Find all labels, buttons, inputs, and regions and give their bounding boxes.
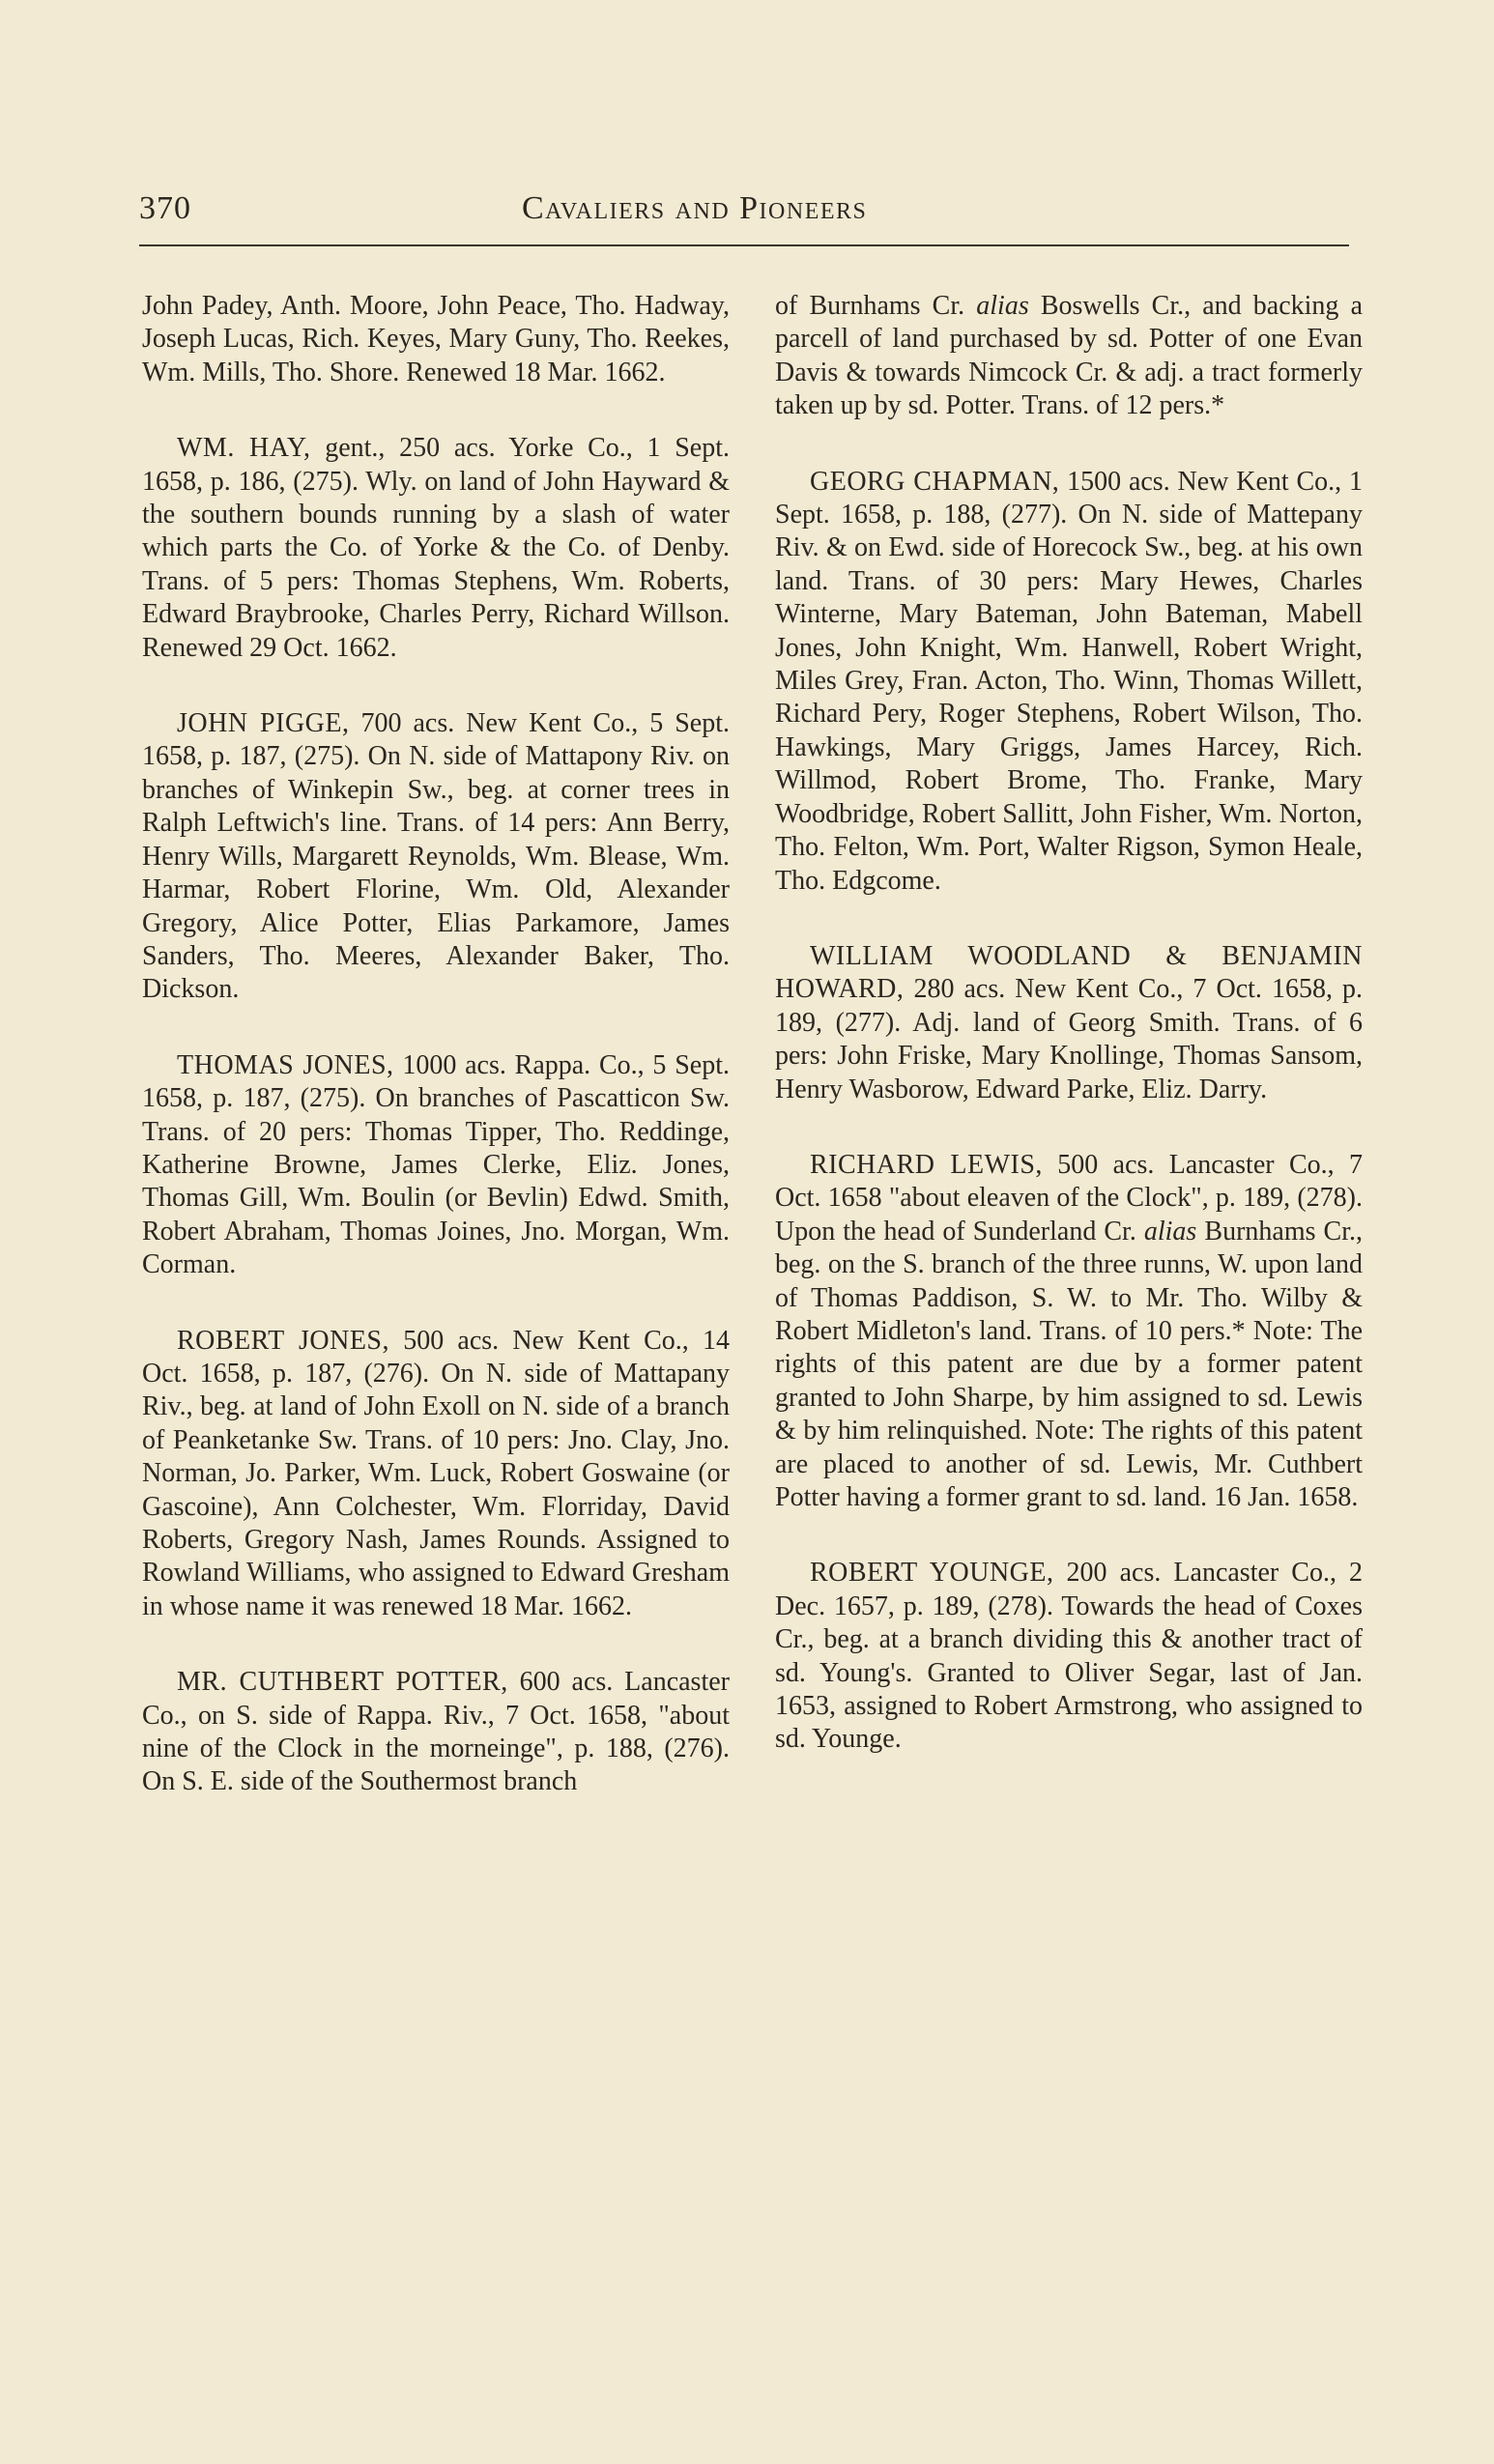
entry-paragraph (142, 707, 730, 1007)
entry-paragraph (142, 1666, 730, 1799)
entry-body: 500 acs. New Kent Co., 14 Oct. 1658, p. 187, (276). On N. side of Mattapany Riv., beg. at land of John Exoll on N. side of a branch of Peanketanke Sw. Trans. of 10 pers: Jno. Clay, Jno. Norman, Jo. Parker, Wm. Luck, Robert Goswaine (or Gascoine), Ann Colchester, Wm. Florriday, David Roberts, Gregory Nash, James Rounds. Assigned to Rowland Williams, who assigned to Edward Gresham in whose name it was renewed 18 Mar. 1662. (142, 1325, 730, 1621)
entry-head: WM. HAY, (177, 433, 311, 464)
entry-paragraph (775, 290, 1363, 423)
entry-head: RICHARD LEWIS, (810, 1149, 1043, 1180)
entry-head: WILLIAM WOODLAND & BENJAMIN HOWARD, (775, 940, 1363, 1005)
entry-head: ROBERT JONES, (177, 1325, 389, 1356)
entry-paragraph (142, 432, 730, 665)
entry-body: 280 acs. New Kent Co., 7 Oct. 1658, p. 189, (277). Adj. land of Georg Smith. Trans. of 6 pers: John Friske, Mary Knollinge, Thomas Sansom, Henry Wasborow, Edward Parke, Eliz. Darry. (775, 974, 1363, 1104)
entry-body: 600 acs. Lancaster Co., on S. side of Rappa. Riv., 7 Oct. 1658, "about nine of the Clock in the morneinge", p. 188, (276). On S. E. side of the Southermost branch (142, 1667, 730, 1797)
entry-paragraph (775, 1149, 1363, 1514)
entry-body: John Padey, Anth. Moore, John Peace, Tho. Hadway, Joseph Lucas, Rich. Keyes, Mary Guny, Tho. Reekes, Wm. Mills, Tho. Shore. Renewed 18 Mar. 1662. (142, 291, 730, 387)
entry-paragraph (775, 940, 1363, 1106)
entry-body: Burnhams Cr., beg. on the S. branch of the three runns, W. upon land of Thomas Paddison, S. W. to Mr. Tho. Wilby & Robert Midleton's land. Trans. of 10 pers.* Note: The rights of this patent are due by a former patent granted to John Sharpe, by him assigned to sd. Lewis & by him relinquished. Note: The rights of this patent are placed to another of sd. Lewis, Mr. Cuthbert Potter having a former grant to sd. land. 16 Jan. 1658. (775, 1216, 1363, 1512)
entry-head: JOHN PIGGE, (177, 708, 350, 739)
entry-body: 200 acs. Lancaster Co., 2 Dec. 1657, p. 189, (278). Towards the head of Coxes Cr., beg. at a branch dividing this & another tract of sd. Young's. Granted to Oliver Segar, last of Jan. 1653, assigned to Robert Armstrong, who assigned to sd. Younge. (775, 1558, 1364, 1755)
italic-alias: alias (976, 291, 1029, 321)
entry-paragraph (775, 466, 1363, 898)
header-rule (139, 244, 1349, 246)
entry-head: GEORG CHAPMAN, (810, 466, 1060, 497)
italic-alias: alias (1143, 1216, 1197, 1246)
entry-body: 1000 acs. Rappa. Co., 5 Sept. 1658, p. 187, (275). On branches of Pascatticon Sw. Trans. of 20 pers: Thomas Tipper, Tho. Reddinge, Katherine Browne, James Clerke, Eliz. Jones, Thomas Gill, Wm. Boulin (or Bevlin) Edwd. Smith, Robert Abraham, Thomas Joines, Jno. Morgan, Wm. Corman. (142, 1049, 730, 1280)
entry-paragraph (142, 1325, 730, 1624)
entry-paragraph (142, 1049, 730, 1282)
left-column (142, 290, 730, 1842)
entry-body: 1500 acs. New Kent Co., 1 Sept. 1658, p. 188, (277). On N. side of Mattepany Riv. & on Ewd. side of Horecock Sw., beg. at his own land. Trans. of 30 pers: Mary Hewes, Charles Winterne, Mary Bateman, John Bateman, Mabell Jones, John Knight, Wm. Hanwell, Robert Wright, Miles Grey, Fran. Acton, Tho. Winn, Thomas Willett, Richard Pery, Roger Stephens, Robert Wilson, Tho. Hawkings, Mary Griggs, James Harcey, Rich. Willmod, Robert Brome, Tho. Franke, Mary Woodbridge, Robert Sallitt, John Fisher, Wm. Norton, Tho. Felton, Wm. Port, Walter Rigson, Symon Heale, Tho. Edgcome. (775, 466, 1363, 896)
right-column (775, 290, 1363, 1799)
entry-body: gent., 250 acs. Yorke Co., 1 Sept. 1658, p. 186, (275). Wly. on land of John Hayward & the southern bounds running by a slash of water which parts the Co. of Yorke & the Co. of Denby. Trans. of 5 pers: Thomas Stephens, Wm. Roberts, Edward Braybrooke, Charles Perry, Richard Willson. Renewed 29 Oct. 1662. (142, 433, 730, 663)
entry-body: 700 acs. New Kent Co., 5 Sept. 1658, p. 187, (275). On N. side of Mattapony Riv. on branches of Winkepin Sw., beg. at corner trees in Ralph Leftwich's line. Trans. of 14 pers: Ann Berry, Henry Wills, Margarett Reynolds, Wm. Blease, Wm. Harmar, Robert Florine, Wm. Old, Alexander Gregory, Alice Potter, Elias Parkamore, James Sanders, Tho. Meeres, Alexander Baker, Tho. Dickson. (142, 708, 730, 1005)
entry-paragraph (775, 1557, 1363, 1756)
entry-body: of Burnhams Cr. (775, 291, 977, 321)
entry-paragraph (142, 290, 730, 389)
entry-body: 500 acs. Lancaster Co., 7 Oct. 1658 "about eleaven of the Clock", p. 189, (278). Upon the head of Sunderland Cr. (775, 1149, 1363, 1246)
entry-head: THOMAS JONES, (177, 1049, 394, 1080)
entry-head: MR. CUTHBERT POTTER, (177, 1667, 508, 1698)
entry-head: ROBERT YOUNGE, (810, 1558, 1054, 1589)
page-number: 370 (139, 190, 191, 226)
entry-body: Boswells Cr., and backing a parcell of land purchased by sd. Potter of one Evan Davis & towards Nimcock Cr. & adj. a tract formerly taken up by sd. Potter. Trans. of 12 pers.* (775, 291, 1363, 421)
running-head: Cavaliers and Pioneers (522, 190, 868, 226)
